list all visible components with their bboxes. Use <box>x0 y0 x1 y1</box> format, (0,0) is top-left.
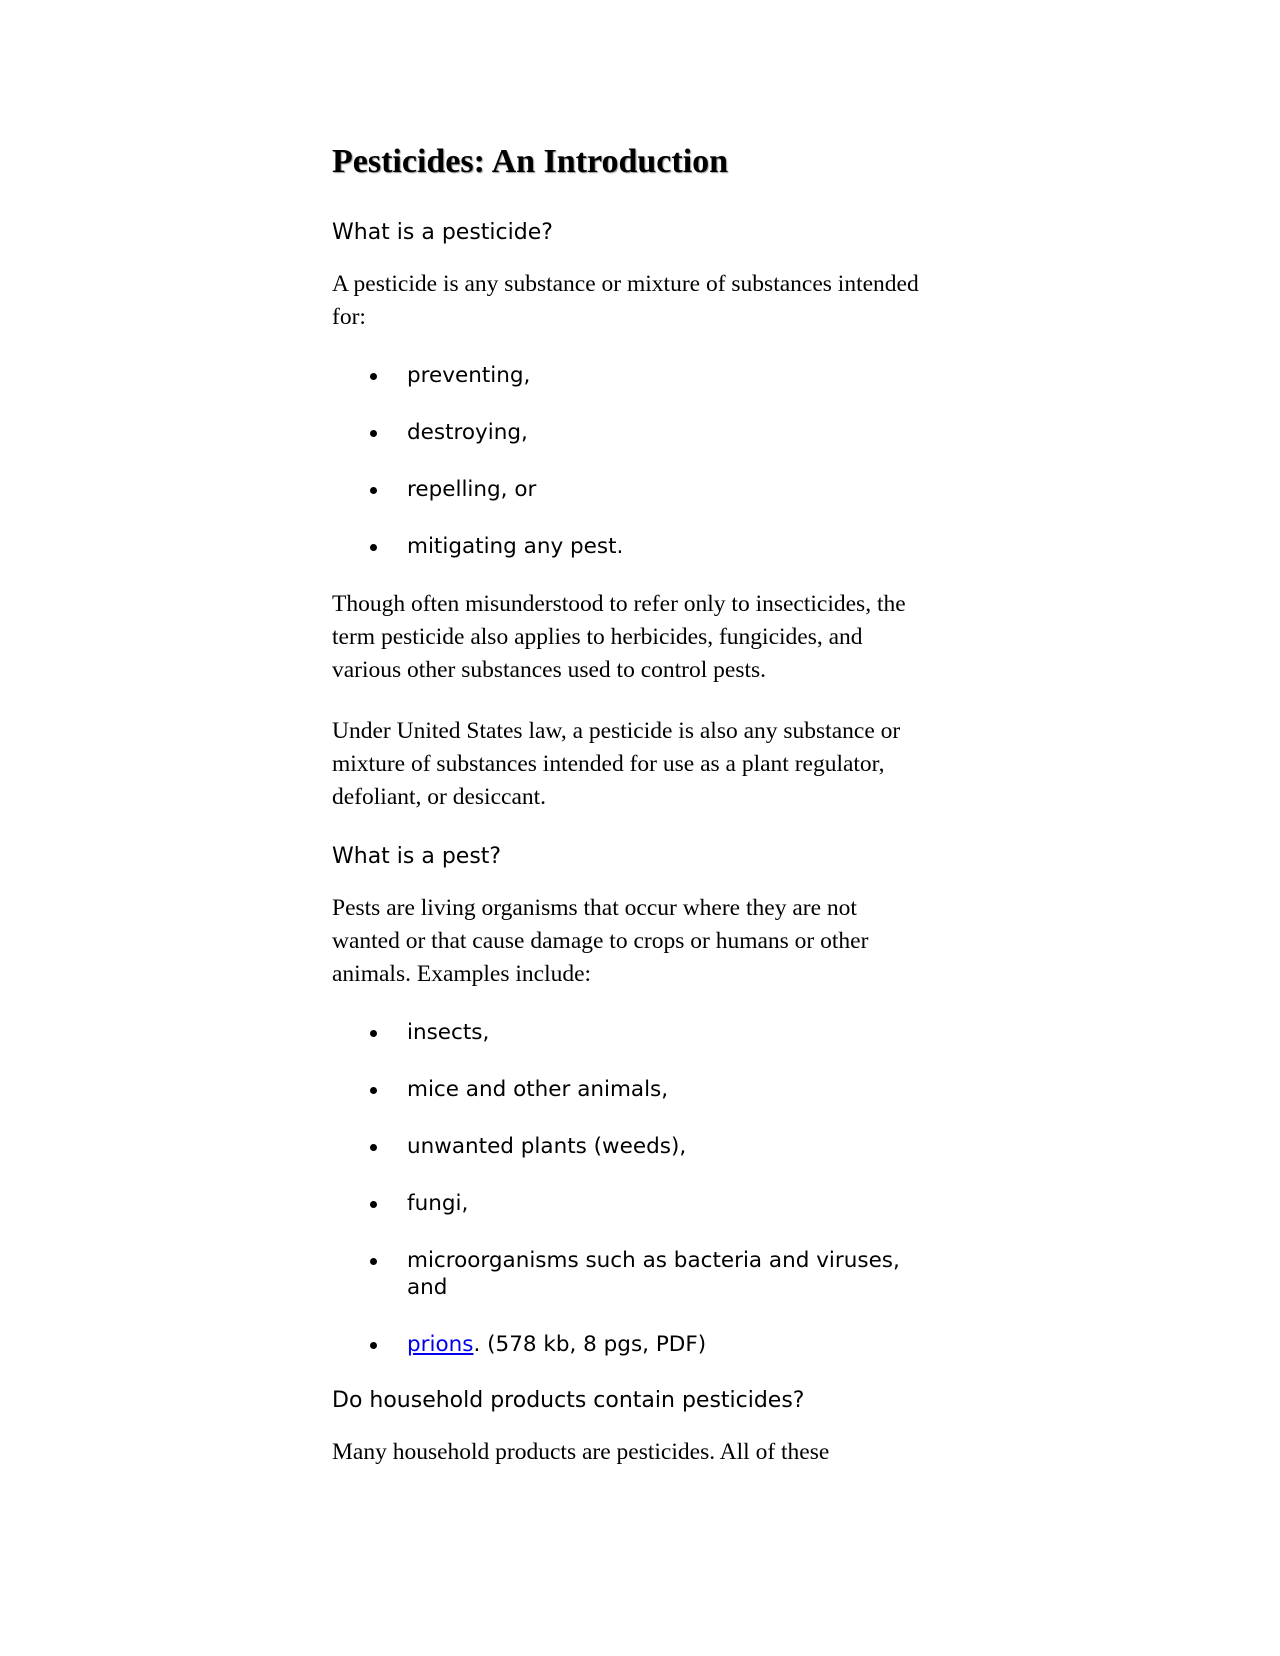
section-heading-what-is-pest: What is a pest? <box>332 844 502 869</box>
pesticide-purpose-list <box>332 362 922 560</box>
bullet-icon <box>370 1030 377 1037</box>
list-item-text: destroying, <box>407 420 528 445</box>
list-item-text: mice and other animals, <box>407 1077 669 1102</box>
list-item <box>332 1190 922 1217</box>
bullet-icon <box>370 1201 377 1208</box>
list-item <box>332 1331 922 1358</box>
list-item <box>332 533 922 560</box>
bullet-icon <box>370 1087 377 1094</box>
us-law-paragraph: Under United States law, a pesticide is also any substance or mixture of substances intended for use as a plant regulator, defoliant, or desiccant. <box>332 718 901 810</box>
prions-link-file-info: . (578 kb, 8 pgs, PDF) <box>473 1332 707 1357</box>
list-item <box>332 1076 922 1103</box>
list-item-text: unwanted plants (weeds), <box>407 1134 687 1159</box>
list-item-text: insects, <box>407 1020 490 1045</box>
list-item-text: repelling, or <box>407 477 537 502</box>
list-item <box>332 476 922 503</box>
document-page <box>332 140 922 1497</box>
bullet-icon <box>370 1258 377 1265</box>
section-heading-what-is-pesticide: What is a pesticide? <box>332 220 553 245</box>
bullet-icon <box>370 1144 377 1151</box>
household-products-paragraph: Many household products are pesticides. All of these <box>332 1439 830 1465</box>
bullet-icon <box>370 487 377 494</box>
bullet-icon <box>370 1342 377 1349</box>
bullet-icon <box>370 373 377 380</box>
list-item-text: microorganisms such as bacteria and viruses, and <box>407 1248 900 1300</box>
list-item <box>332 1133 922 1160</box>
bullet-icon <box>370 544 377 551</box>
page-title: Pesticides: An Introduction <box>332 143 729 180</box>
insecticide-clarification-paragraph: Though often misunderstood to refer only to insecticides, the term pesticide also applies to herbicides, fungicides, and various other substances used to control pests. <box>332 591 906 683</box>
pesticide-definition-paragraph: A pesticide is any substance or mixture of substances intended for: <box>332 271 919 330</box>
list-item <box>332 1019 922 1046</box>
list-item-text: preventing, <box>407 363 531 388</box>
prions-link[interactable]: prions <box>407 1332 474 1357</box>
pest-definition-paragraph: Pests are living organisms that occur where they are not wanted or that cause damage to crops or humans or other animals. Examples include: <box>332 895 869 987</box>
list-item-text: fungi, <box>407 1191 469 1216</box>
list-item <box>332 362 922 389</box>
list-item <box>332 419 922 446</box>
bullet-icon <box>370 430 377 437</box>
section-heading-household-products: Do household products contain pesticides? <box>332 1388 805 1413</box>
list-item-text: mitigating any pest. <box>407 534 624 559</box>
pest-examples-list <box>332 1019 922 1358</box>
list-item <box>332 1247 922 1301</box>
